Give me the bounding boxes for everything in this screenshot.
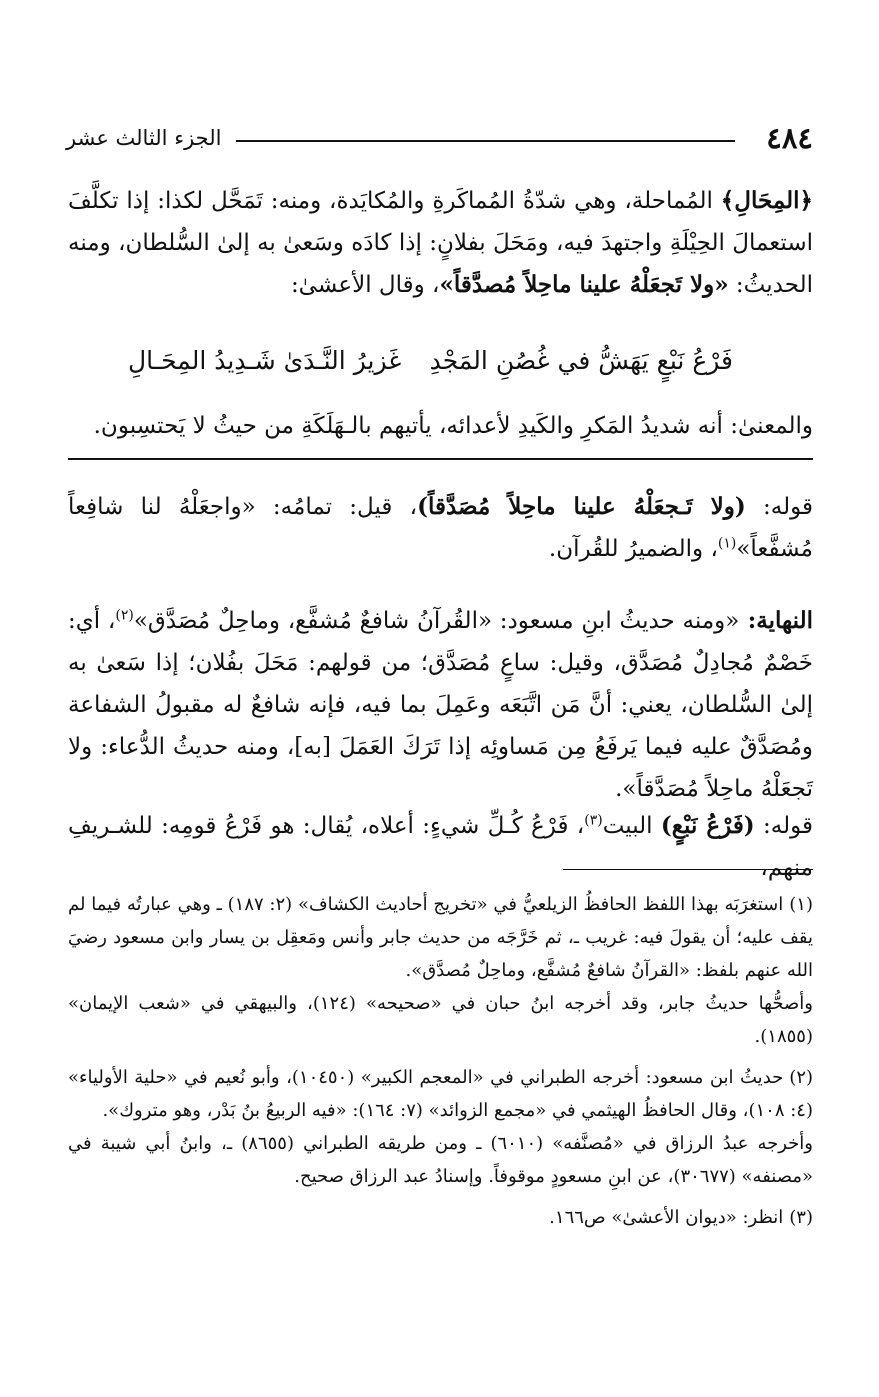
footnote-ref-1[interactable]: (١)	[717, 535, 737, 552]
running-header	[66, 118, 813, 158]
footnote-1	[68, 888, 813, 1053]
entry-meaning: والمعنىٰ: أنه شديدُ المَكرِ والكَيدِ لأعدائه، يأتيهم بالـهَلَكَةِ من حيثُ لا يَحتسِبون.	[93, 413, 813, 439]
volume-title: الجزء الثالث عشر	[66, 126, 222, 150]
header-rule	[236, 140, 735, 142]
commentary-tail: ، والضميرُ للقُرآن.	[548, 536, 718, 562]
entry-definition: المُماحلة، وهي شدّةُ المُماكَرةِ والمُكايَدة، ومنه: تَمَحَّل لكذا: إذا تكلَّفَ استعمالَ الحِيْلَةِ واجتهدَ فيه، ومَحَلَ بفلانٍ: إذا كادَه وسَعىٰ به إلىٰ السُّلطان، ومنه الحديثُ:	[68, 188, 813, 298]
entry-hadith: «ولا تَجعَلْهُ علينا ماحِلاً مُصدَّقاً»	[439, 271, 729, 298]
verse-second-hemistich: غَزيرُ النَّـدَىٰ شَـدِيدُ المِحَـالِ	[128, 346, 402, 375]
verse-first-hemistich: فَرْعُ نَبْعٍ يَهَشُّ في غُصُنِ المَجْدِ	[429, 346, 733, 375]
footnote-text: استغرَبَه بهذا اللفظ الحافظُ الزيلعيُّ في «تخريج أحاديث الكشاف» (٢: ١٨٧) ـ وهي عبارتُه فيما لم يقف عليه؛ أن يقولَ فيه: غريب ـ، ثم خَرَّجَه من حديث جابر وأنس ومَعقِل بن يسار وابن مسعود رضيَ الله عنهم بلفظ: «القرآنُ شافعٌ مُشفَّع، وماحِلٌ مُصدَّق».	[68, 894, 813, 981]
commentary-quote: (فَرْعُ نَبْعٍ)	[660, 812, 755, 839]
footnote-divider	[563, 869, 813, 870]
entry-paragraph	[68, 180, 813, 306]
entry-lemma: ﴿المِحَالِ﴾	[720, 187, 813, 214]
entry-after-hadith: ، وقال الأعشىٰ:	[290, 272, 440, 298]
footnotes	[68, 888, 813, 1242]
footnote-2	[68, 1061, 813, 1193]
commentary-lead: قوله:	[754, 813, 813, 839]
commentary-paragraph-3	[68, 805, 813, 889]
footnote-ref-2[interactable]: (٢)	[115, 607, 134, 624]
footnote-text: انظر: «ديوان الأعشىٰ» ص١٦٦.	[549, 1207, 784, 1228]
commentary-lead: قوله:	[745, 494, 813, 520]
commentary-paragraph-1	[68, 486, 813, 570]
footnote-number: (٣)	[789, 1207, 813, 1228]
commentary-text: «ومنه حديثُ ابنِ مسعود: «القُرآنُ شافعٌ مُشفَّع، وماحِلٌ مُصَدَّق»	[133, 608, 740, 634]
footnote-line	[68, 1201, 813, 1234]
commentary-quote: (ولا تَـجعَلْهُ علينا ماحِلاً مُصَدَّقاً)	[417, 493, 746, 520]
footnote-text: حديثُ ابن مسعود: أخرجه الطبراني في «المعجم الكبير» (١٠٤٥٠)، وأبو نُعيم في «حلية الأولياء» (٤: ١٠٨)، وقال الحافظُ الهيثمي في «مجمع الزوائد» (٧: ١٦٤): «فيه الربيعُ بنُ بَدْر، وهو متروك».	[68, 1067, 813, 1121]
source-label: النهاية:	[739, 607, 813, 634]
section-divider	[68, 458, 813, 460]
page-number: ٤٨٤	[766, 121, 813, 155]
footnote-line	[68, 888, 813, 987]
commentary-paragraph-2	[68, 600, 813, 810]
footnote-number: (٢)	[789, 1067, 814, 1088]
footnote-3	[68, 1201, 813, 1234]
footnote-line	[68, 1061, 813, 1127]
commentary-text: البيت	[602, 813, 661, 839]
footnote-line: وأخرجه عبدُ الرزاق في «مُصنَّفه» (٦٠١٠) ـ ومن طريقه الطبراني (٨٦٥٥) ـ، وابنُ أبي شيبة في «مصنفه» (٣٠٦٧٧)، عن ابنِ مسعودٍ موقوفاً. وإسنادُ عبد الرزاق صحيح.	[68, 1133, 813, 1187]
footnote-ref-3[interactable]: (٣)	[584, 812, 603, 829]
footnote-line: وأصحُّها حديثُ جابر، وقد أخرجه ابنُ حبان في «صحيحه» (١٢٤)، والبيهقي في «شعب الإيمان» (١٨٥٥).	[68, 993, 814, 1047]
commentary-text: ، فَرْعُ كُـلِّ شيءٍ: أعلاه، يُقال: هو فَرْعُ قومِه: للشـريفِ منهم،	[68, 813, 813, 881]
poetry-verse	[68, 336, 813, 386]
commentary-text: ، قيل: تمامُه: «واجعَلْهُ لنا شافِعاً مُشفَّعاً»	[68, 494, 813, 562]
commentary-text: ، أي: خَصْمٌ مُجادِلٌ مُصَدَّق، وقيل: ساعٍ مُصَدَّق؛ من قولهم: مَحَلَ بفُلان؛ إذا سَعىٰ به إلىٰ السُّلطان، يعني: أنَّ مَن اتَّبَعَه وعَمِلَ بما فيه، فإنه شافعٌ له مقبولُ الشفاعة ومُصَدَّقٌ عليه فيما يَرفَعُ مِن مَساوئِه إذا تَرَكَ العَمَلَ [به]، ومنه حديثُ الدُّعاء: ولا تَجعَلْهُ ماحِلاً مُصَدَّقاً».	[68, 608, 813, 802]
footnote-number: (١)	[789, 894, 813, 915]
